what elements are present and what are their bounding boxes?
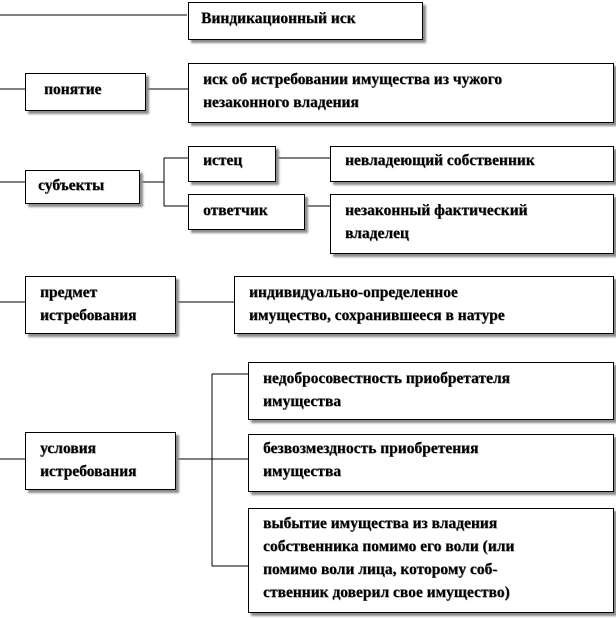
defendant-desc-box xyxy=(330,194,614,254)
condition-3-line-3: помимо воли лица, которому соб- xyxy=(263,561,498,578)
concept-definition-line-2: незаконного владения xyxy=(203,94,359,111)
subject-matter-desc-box xyxy=(234,276,614,334)
concept-definition-line-1: иск об истребовании имущества из чужого xyxy=(203,71,503,88)
plaintiff-desc: невладеющий собственник xyxy=(345,152,535,169)
condition-3-line-1: выбытие имущества из владения xyxy=(263,515,498,532)
conditions-label-line-2: истребования xyxy=(40,463,137,480)
concept-label-box xyxy=(25,73,146,111)
condition-item-1 xyxy=(248,362,614,420)
concept-label: понятие xyxy=(44,81,102,98)
subject-matter-label-line-2: истребования xyxy=(40,307,137,324)
condition-3-line-2: собственника помимо его воли (или xyxy=(263,538,515,555)
diagram-title: Виндикационный иск xyxy=(201,10,356,27)
plaintiff-label: истец xyxy=(203,152,243,169)
condition-1-line-2: имущества xyxy=(263,393,342,410)
condition-item-3 xyxy=(248,508,614,613)
defendant-desc-line-1: незаконный фактический xyxy=(345,202,528,219)
condition-3-line-4: ственник доверил свое имущество) xyxy=(263,584,510,601)
subject-matter-label-line-1: предмет xyxy=(40,284,98,301)
condition-1-line-1: недобросовестность приобретателя xyxy=(263,370,510,387)
title-box xyxy=(188,2,423,40)
plaintiff-box xyxy=(188,146,276,182)
concept-definition-box xyxy=(188,63,614,123)
defendant-label: ответчик xyxy=(203,202,268,219)
subjects-label: субъекты xyxy=(38,177,105,194)
condition-item-2 xyxy=(248,434,614,492)
defendant-box xyxy=(188,194,305,230)
conditions-label-line-1: условия xyxy=(40,440,96,457)
condition-2-line-1: безвозмездность приобретения xyxy=(263,440,479,457)
plaintiff-desc-box xyxy=(330,146,614,182)
subject-matter-desc-line-1: индивидуально-определенное xyxy=(249,284,458,301)
defendant-desc-line-2: владелец xyxy=(345,225,409,242)
subject-matter-desc-line-2: имущество, сохранившееся в натуре xyxy=(249,307,505,324)
subjects-label-box xyxy=(25,170,140,204)
subject-matter-label-box xyxy=(25,276,176,334)
condition-2-line-2: имущества xyxy=(263,463,342,480)
conditions-label-box xyxy=(25,432,176,490)
